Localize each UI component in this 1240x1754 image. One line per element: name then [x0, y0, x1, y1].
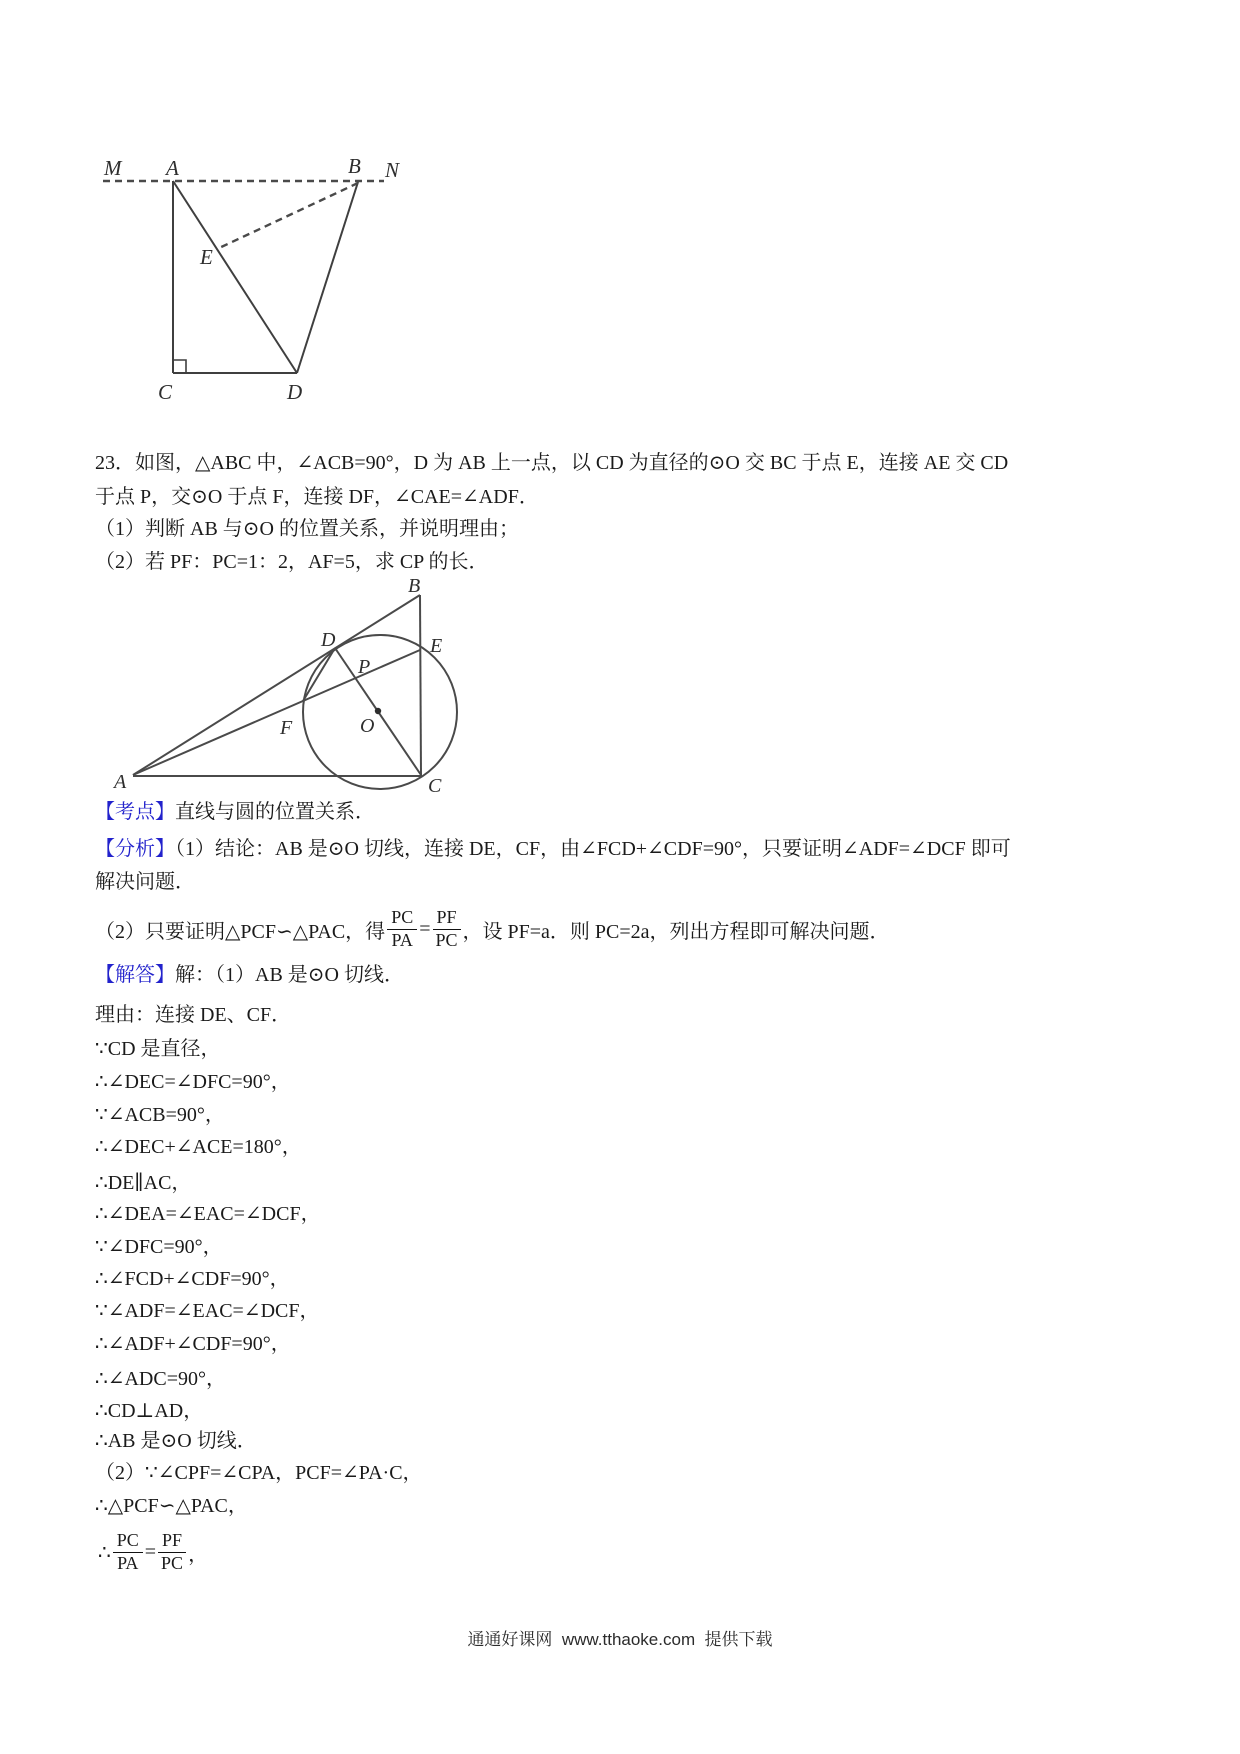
fenxi-line1-text: （1）结论：AB 是⊙O 切线，连接 DE，CF，由∠FCD+∠CDF=90°，只要证明∠ADF=∠DCF 即可 — [175, 838, 1011, 860]
point-label-o: O — [360, 715, 375, 737]
proof-line: ∴DE∥AC， — [95, 1172, 192, 1194]
figure1-triangle-diagram — [80, 130, 410, 410]
proof-line: 理由：连接 DE、CF． — [95, 1004, 292, 1026]
fraction-pf-pc — [433, 908, 461, 950]
right-angle-mark — [173, 360, 186, 373]
fraction-pf-pc — [158, 1531, 186, 1573]
point-label-e: E — [200, 245, 213, 269]
problem-item1: （1）判断 AB 与⊙O 的位置关系，并说明理由； — [95, 518, 519, 540]
segment-ad — [173, 181, 297, 373]
page-footer: 通通好课网 www.tthaoke.com 提供下载 — [467, 1630, 773, 1649]
therefore-symbol: ∴ — [98, 1541, 111, 1564]
point-label-b: B — [408, 575, 421, 597]
proof-line: ∴∠DEA=∠EAC=∠DCF， — [95, 1203, 321, 1225]
proof-line: ∴CD⊥AD， — [95, 1400, 204, 1422]
center-point-o-dot — [375, 708, 381, 714]
point-label-c: C — [428, 775, 442, 797]
fenxi-tag: 【分析】 — [95, 838, 175, 860]
fraction-denominator: PA — [117, 1553, 139, 1573]
fenxi-part2-equation-row — [95, 903, 890, 955]
problem-item2: （2）若 PF：PC=1：2，AF=5，求 CP 的长． — [95, 551, 489, 573]
fraction-numerator: PC — [387, 908, 417, 929]
problem-statement-line2: 于点 P，交⊙O 于点 F，连接 DF，∠CAE=∠ADF． — [95, 486, 539, 508]
point-label-b: B — [348, 154, 361, 178]
segment-bc — [420, 595, 421, 776]
point-label-e: E — [430, 635, 443, 657]
proof-line: ∴∠ADC=90°， — [95, 1368, 226, 1390]
fraction-denominator: PC — [161, 1553, 184, 1573]
equals-sign: = — [419, 917, 431, 940]
fraction-denominator: PC — [435, 930, 458, 950]
fraction-denominator: PA — [391, 930, 413, 950]
dashed-segment-be — [217, 183, 358, 249]
point-label-p: P — [358, 656, 371, 678]
figure1-svg — [80, 130, 410, 410]
proof-line: ∵∠ADF=∠EAC=∠DCF， — [95, 1300, 320, 1322]
problem-statement-line1: 23．如图，△ABC 中，∠ACB=90°，D 为 AB 上一点，以 CD 为直径的⊙O 交 BC 于点 E，连接 AE 交 CD — [95, 452, 1009, 474]
figure2-circle-diagram — [95, 575, 475, 803]
point-label-f: F — [280, 717, 293, 739]
proof-line: ∵∠DFC=90°， — [95, 1236, 223, 1258]
final-equation-row — [98, 1523, 208, 1581]
point-label-m: M — [104, 156, 122, 180]
fraction-numerator: PC — [113, 1531, 143, 1552]
proof-line: ∴∠FCD+∠CDF=90°， — [95, 1268, 290, 1290]
fraction-pc-pa — [387, 908, 417, 950]
proof-line: ∴∠ADF+∠CDF=90°， — [95, 1333, 291, 1355]
point-label-c: C — [158, 380, 173, 404]
point-label-a: A — [114, 771, 127, 793]
proof-line: ∴△PCF∽△PAC， — [95, 1495, 248, 1517]
segment-bd — [297, 182, 358, 373]
fenxi-part2-pre: （2）只要证明△PCF∽△PAC，得 — [95, 920, 386, 943]
proof-line: ∵∠ACB=90°， — [95, 1104, 225, 1126]
point-label-a: A — [166, 156, 179, 180]
kaodian-text: 直线与圆的位置关系． — [175, 801, 375, 823]
fenxi-part2-post: ，设 PF=a．则 PC=2a，列出方程即可解决问题． — [462, 920, 890, 943]
fraction-numerator: PF — [433, 908, 461, 929]
proof-line: （2）∵∠CPF=∠CPA，PCF=∠PA·C， — [95, 1462, 423, 1484]
proof-line: ∴AB 是⊙O 切线． — [95, 1430, 257, 1452]
final-comma: ， — [188, 1543, 209, 1566]
equals-sign: = — [144, 1540, 157, 1563]
point-label-n: N — [385, 158, 400, 182]
fraction-pc-pa — [113, 1531, 143, 1573]
fraction-numerator: PF — [158, 1531, 186, 1552]
proof-line: ∵CD 是直径， — [95, 1038, 221, 1060]
proof-line: ∴∠DEC=∠DFC=90°， — [95, 1071, 291, 1093]
point-label-d: D — [321, 629, 336, 651]
kaodian-line — [95, 799, 375, 825]
segment-ab — [133, 595, 420, 775]
figure2-svg — [95, 575, 475, 803]
fenxi-line2: 解决问题． — [95, 871, 195, 893]
proof-line: ∴∠DEC+∠ACE=180°， — [95, 1136, 302, 1158]
jieda-intro-line — [95, 962, 404, 988]
jieda-tag: 【解答】 — [95, 964, 175, 986]
point-label-d: D — [287, 380, 303, 404]
fenxi-line1 — [95, 836, 1011, 862]
kaodian-tag: 【考点】 — [95, 801, 175, 823]
jieda-intro-text: 解：（1）AB 是⊙O 切线． — [175, 964, 404, 986]
